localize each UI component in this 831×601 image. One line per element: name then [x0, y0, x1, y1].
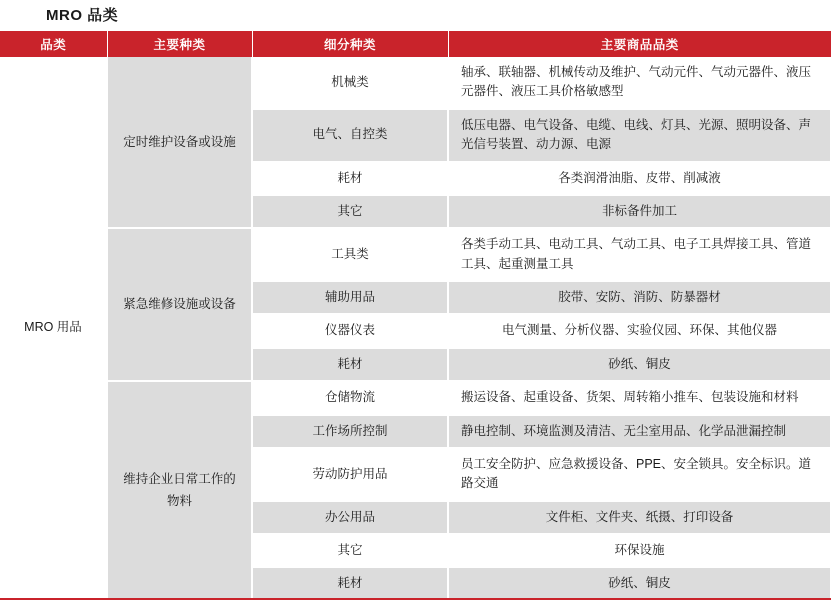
cell-main-type: 定时维护设备或设施	[107, 57, 252, 228]
cell-products: 砂纸、铜皮	[448, 348, 831, 381]
cell-sub-type: 工作场所控制	[252, 415, 448, 448]
cell-products: 各类手动工具、电动工具、气动工具、电子工具焊接工具、管道工具、起重测量工具	[448, 228, 831, 281]
cell-sub-type: 耗材	[252, 348, 448, 381]
table-row	[0, 228, 831, 281]
cell-sub-type: 仓储物流	[252, 381, 448, 414]
cell-sub-type: 工具类	[252, 228, 448, 281]
column-header-sub-type: 细分种类	[252, 31, 448, 57]
cell-sub-type: 机械类	[252, 57, 448, 109]
cell-products: 各类润滑油脂、皮带、削减液	[448, 162, 831, 195]
cell-products: 员工安全防护、应急救援设备、PPE、安全锁具。安全标识。道路交通	[448, 448, 831, 501]
cell-products: 低压电器、电气设备、电缆、电线、灯具、光源、照明设备、声光信号装置、动力源、电源	[448, 109, 831, 162]
cell-sub-type: 耗材	[252, 567, 448, 599]
cell-sub-type: 其它	[252, 534, 448, 567]
table-row	[0, 57, 831, 109]
cell-products: 轴承、联轴器、机械传动及维护、气动元件、气动元器件、液压元器件、液压工具价格敏感型	[448, 57, 831, 109]
cell-products: 静电控制、环境监测及清洁、无尘室用品、化学品泄漏控制	[448, 415, 831, 448]
cell-main-type: 维持企业日常工作的物料	[107, 381, 252, 600]
cell-sub-type: 仪器仪表	[252, 314, 448, 347]
cell-sub-type: 辅助用品	[252, 281, 448, 314]
column-header-main-products: 主要商品品类	[448, 31, 831, 57]
cell-sub-type: 耗材	[252, 162, 448, 195]
cell-category: MRO 用品	[0, 57, 107, 600]
column-header-main-type: 主要种类	[107, 31, 252, 57]
cell-products: 砂纸、铜皮	[448, 567, 831, 599]
column-header-category: 品类	[0, 31, 107, 57]
cell-products: 非标备件加工	[448, 195, 831, 228]
cell-products: 搬运设备、起重设备、货架、周转箱小推车、包装设施和材料	[448, 381, 831, 414]
cell-sub-type: 电气、自控类	[252, 109, 448, 162]
table-body	[0, 57, 831, 600]
mro-category-table	[0, 31, 831, 601]
table-header	[0, 31, 831, 57]
cell-products: 电气测量、分析仪器、实验仪园、环保、其他仪器	[448, 314, 831, 347]
cell-main-type: 紧急维修设施或设备	[107, 228, 252, 381]
page-title: MRO 品类	[46, 7, 119, 24]
table-header-row	[0, 31, 831, 57]
table-row	[0, 381, 831, 414]
cell-products: 胶带、安防、消防、防暴器材	[448, 281, 831, 314]
cell-products: 环保设施	[448, 534, 831, 567]
cell-sub-type: 其它	[252, 195, 448, 228]
cell-products: 文件柜、文件夹、纸摄、打印设备	[448, 501, 831, 534]
cell-sub-type: 办公用品	[252, 501, 448, 534]
cell-sub-type: 劳动防护用品	[252, 448, 448, 501]
